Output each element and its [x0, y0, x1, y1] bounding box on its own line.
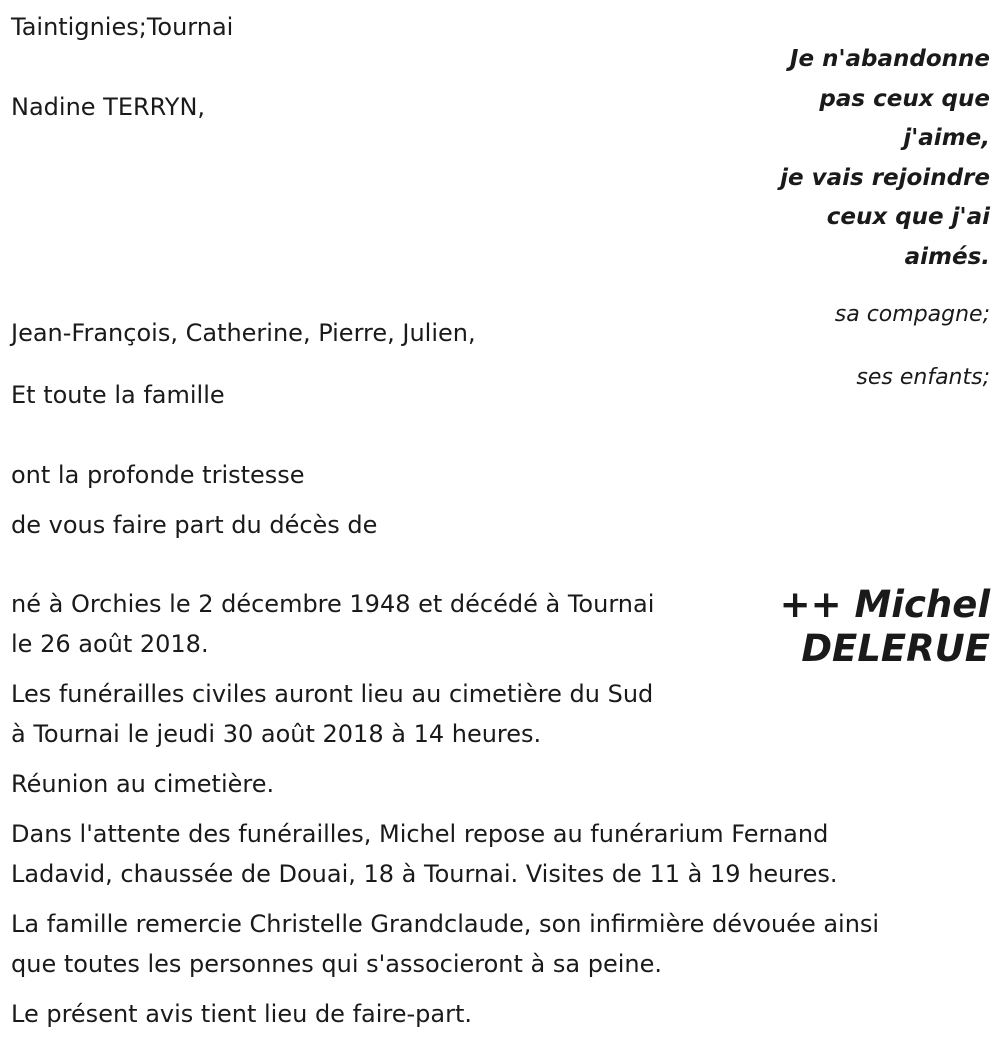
quote-line: j'aime, — [903, 125, 990, 151]
companion-label: sa compagne; — [834, 302, 990, 327]
announcement-line: de vous faire part du décès de — [11, 511, 378, 539]
quote-line: je vais rejoindre — [780, 164, 990, 191]
companion-name: Nadine TERRYN, — [11, 93, 206, 121]
deceased-first-name: ++ Michel — [779, 583, 990, 626]
quote-line: ceux que j'ai — [826, 204, 990, 230]
paragraph-line: à Tournai le jeudi 30 août 2018 à 14 heures. — [11, 720, 542, 748]
paragraph-line: La famille remercie Christelle Grandclaude, son infirmière dévouée ainsi — [11, 910, 880, 938]
paragraph-line: né à Orchies le 2 décembre 1948 et décédé à Tournai — [11, 590, 655, 618]
paragraph-line: le 26 août 2018. — [11, 630, 209, 658]
quote-line: Je n'abandonne — [789, 46, 990, 72]
memorial-quote — [780, 40, 990, 277]
paragraph-line: que toutes les personnes qui s'associeront à sa peine. — [11, 950, 662, 978]
children-label: ses enfants; — [856, 365, 990, 390]
paragraph-line: Les funérailles civiles auront lieu au cimetière du Sud — [11, 680, 654, 708]
paragraph-line: Ladavid, chaussée de Douai, 18 à Tournai. Visites de 11 à 19 heures. — [11, 860, 838, 888]
rest-paragraph — [11, 814, 838, 894]
paragraph-line: Le présent avis tient lieu de faire-part. — [11, 1000, 473, 1028]
funeral-paragraph — [11, 674, 653, 754]
birth-death-paragraph — [11, 584, 654, 664]
notice-paragraph — [11, 994, 472, 1034]
thanks-paragraph — [11, 904, 879, 984]
location-text: Taintignies;Tournai — [11, 13, 234, 41]
announcement-line: ont la profonde tristesse — [11, 461, 305, 489]
quote-line: pas ceux que — [819, 85, 990, 112]
deceased-last-name: DELERUE — [801, 627, 990, 670]
meeting-paragraph — [11, 764, 274, 804]
deceased-name — [780, 583, 990, 671]
family-text: Et toute la famille — [11, 381, 225, 409]
paragraph-line: Dans l'attente des funérailles, Michel repose au funérarium Fernand — [11, 820, 829, 848]
paragraph-line: Réunion au cimetière. — [11, 770, 275, 798]
children-names: Jean-François, Catherine, Pierre, Julien, — [11, 319, 476, 347]
quote-line: aimés. — [904, 243, 990, 270]
